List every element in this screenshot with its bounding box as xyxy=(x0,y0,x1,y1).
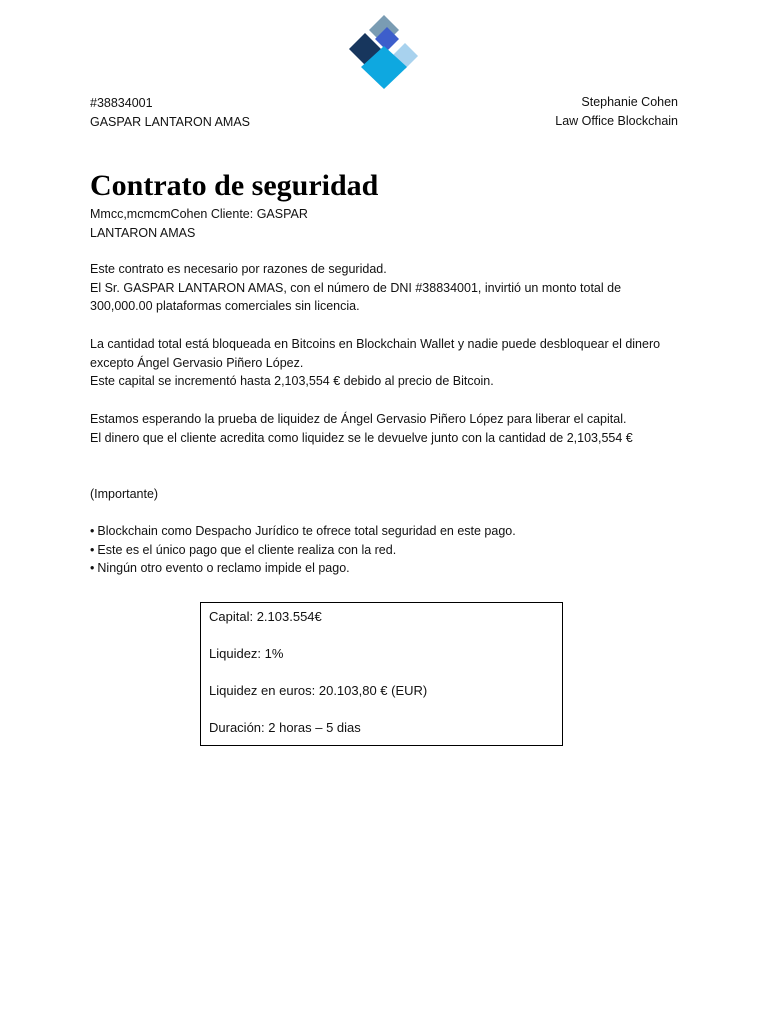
paragraph-line: El dinero que el cliente acredita como liquidez se le devuelve junto con la cantidad de 2,103,554 € xyxy=(90,430,633,445)
important-label: (Importante) xyxy=(90,487,159,501)
document-title: Contrato de seguridad xyxy=(90,169,379,202)
payment-summary-box xyxy=(200,602,563,746)
blockchain-diamond-logo-icon xyxy=(347,13,421,91)
summary-liquidity: Liquidez: 1% xyxy=(209,646,284,661)
paragraph-line: excepto Ángel Gervasio Piñero López. xyxy=(90,355,304,370)
summary-duration: Duración: 2 horas – 5 dias xyxy=(209,720,361,735)
important-bullets xyxy=(90,522,690,578)
list-item xyxy=(90,541,690,560)
client-name: GASPAR LANTARON AMAS xyxy=(90,114,250,129)
subtitle xyxy=(90,205,690,242)
paragraph-purpose xyxy=(90,260,690,316)
paragraph-liquidity xyxy=(90,410,690,447)
bullet-text: Este es el único pago que el cliente realiza con la red. xyxy=(97,542,397,557)
sender-company: Law Office Blockchain xyxy=(555,113,678,128)
summary-capital: Capital: 2.103.554€ xyxy=(209,609,322,624)
blockchain-logo xyxy=(347,13,421,91)
paragraph-line: 300,000.00 plataformas comerciales sin licencia. xyxy=(90,299,360,314)
subtitle-line-1: Mmcc,mcmcmCohen Cliente: GASPAR xyxy=(90,207,308,221)
paragraph-line: Estamos esperando la prueba de liquidez de Ángel Gervasio Piñero López para liberar el capital. xyxy=(90,412,627,426)
important-section xyxy=(90,485,690,504)
paragraph-line: El Sr. GASPAR LANTARON AMAS, con el número de DNI #38834001, invirtió un monto total de xyxy=(90,280,622,295)
bullet-icon: • xyxy=(90,524,95,538)
sender-header xyxy=(555,93,678,130)
paragraph-line: Este contrato es necesario por razones de seguridad. xyxy=(90,262,387,276)
bullet-text: Ningún otro evento o reclamo impide el pago. xyxy=(97,561,350,576)
paragraph-line: Este capital se incrementó hasta 2,103,554 € debido al precio de Bitcoin. xyxy=(90,374,494,389)
paragraph-blocked-amount xyxy=(90,335,690,391)
list-item xyxy=(90,559,690,578)
bullet-icon: • xyxy=(90,542,95,557)
bullet-icon: • xyxy=(90,561,95,576)
list-item xyxy=(90,522,690,541)
client-id-number: #38834001 xyxy=(90,96,153,110)
client-header xyxy=(90,94,250,131)
summary-liquidity-euros: Liquidez en euros: 20.103,80 € (EUR) xyxy=(209,683,428,698)
paragraph-line: La cantidad total está bloqueada en Bitcoins en Blockchain Wallet y nadie puede desbloquear el dinero xyxy=(90,337,661,351)
sender-person: Stephanie Cohen xyxy=(581,95,678,109)
subtitle-line-2: LANTARON AMAS xyxy=(90,225,196,240)
bullet-text: Blockchain como Despacho Jurídico te ofrece total seguridad en este pago. xyxy=(97,524,516,538)
